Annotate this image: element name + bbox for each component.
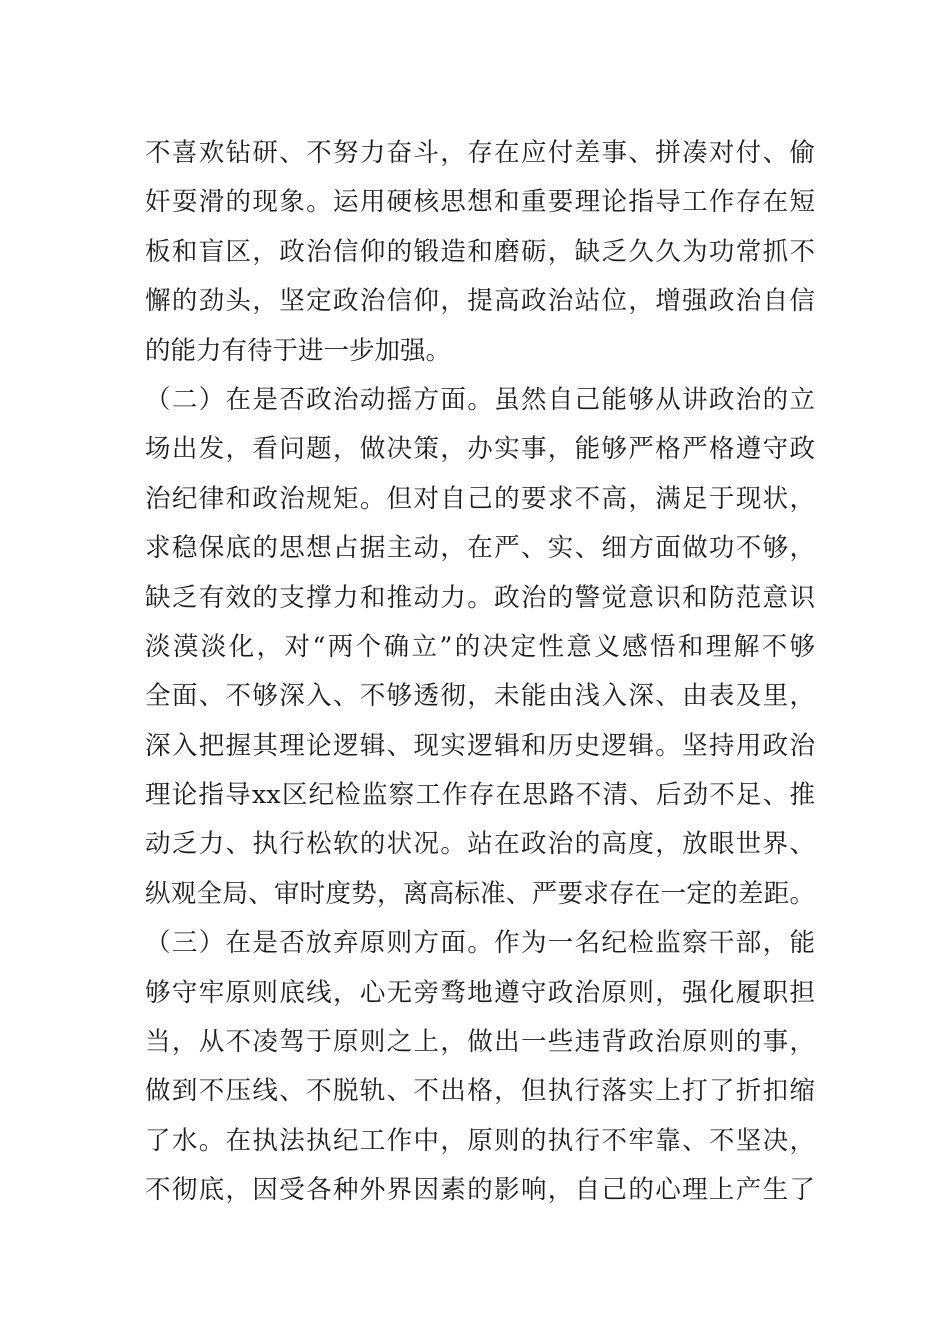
text-line: 缺乏有效的支撑力和推动力。政治的警觉意识和防范意识	[145, 582, 815, 613]
text-line: 动乏力、执行松软的状况。站在政治的高度，放眼世界、	[145, 829, 815, 860]
text-line: 求稳保底的思想占据主动，在严、实、细方面做功不够，	[145, 533, 815, 564]
text-line: 治纪律和政治规矩。但对自己的要求不高，满足于现状，	[145, 483, 815, 514]
text-line: 不彻底，因受各种外界因素的影响，自己的心理上产生了	[145, 1175, 815, 1206]
text-line: 的能力有待于进一步加强。	[145, 335, 452, 366]
text-line: 纵观全局、审时度势，离高标准、严要求存在一定的差距。	[145, 878, 815, 909]
body-text	[145, 129, 815, 1216]
text-line: 全面、不够深入、不够透彻，未能由浅入深、由表及里，	[145, 681, 815, 712]
text-line: 深入把握其理论逻辑、现实逻辑和历史逻辑。坚持用政治	[145, 730, 815, 761]
text-line: 板和盲区，政治信仰的锻造和磨砺，缺乏久久为功常抓不	[145, 236, 815, 267]
text-line: 场出发，看问题，做决策，办实事，能够严格严格遵守政	[145, 434, 815, 465]
text-line: 淡漠淡化，对“两个确立”的决定性意义感悟和理解不够	[145, 631, 815, 662]
text-line: 理论指导xx区纪检监察工作存在思路不清、后劲不足、推	[145, 780, 815, 811]
section-heading-line: （三）在是否放弃原则方面。作为一名纪检监察干部，能	[145, 928, 815, 959]
text-line: 奸耍滑的现象。运用硬核思想和重要理论指导工作存在短	[145, 187, 815, 218]
text-line: 懈的劲头，坚定政治信仰，提高政治站位，增强政治自信	[145, 286, 815, 317]
text-line: 够守牢原则底线，心无旁骛地遵守政治原则，强化履职担	[145, 977, 815, 1008]
text-line: 不喜欢钻研、不努力奋斗，存在应付差事、拼凑对付、偷	[145, 138, 815, 168]
text-line: 做到不压线、不脱轨、不出格，但执行落实上打了折扣缩	[145, 1076, 815, 1107]
text-line: 了水。在执法执纪工作中，原则的执行不牢靠、不坚决，	[145, 1125, 815, 1156]
text-line: 当，从不凌驾于原则之上，做出一些违背政治原则的事，	[145, 1027, 815, 1058]
section-heading-line: （二）在是否政治动摇方面。虽然自己能够从讲政治的立	[145, 384, 815, 415]
